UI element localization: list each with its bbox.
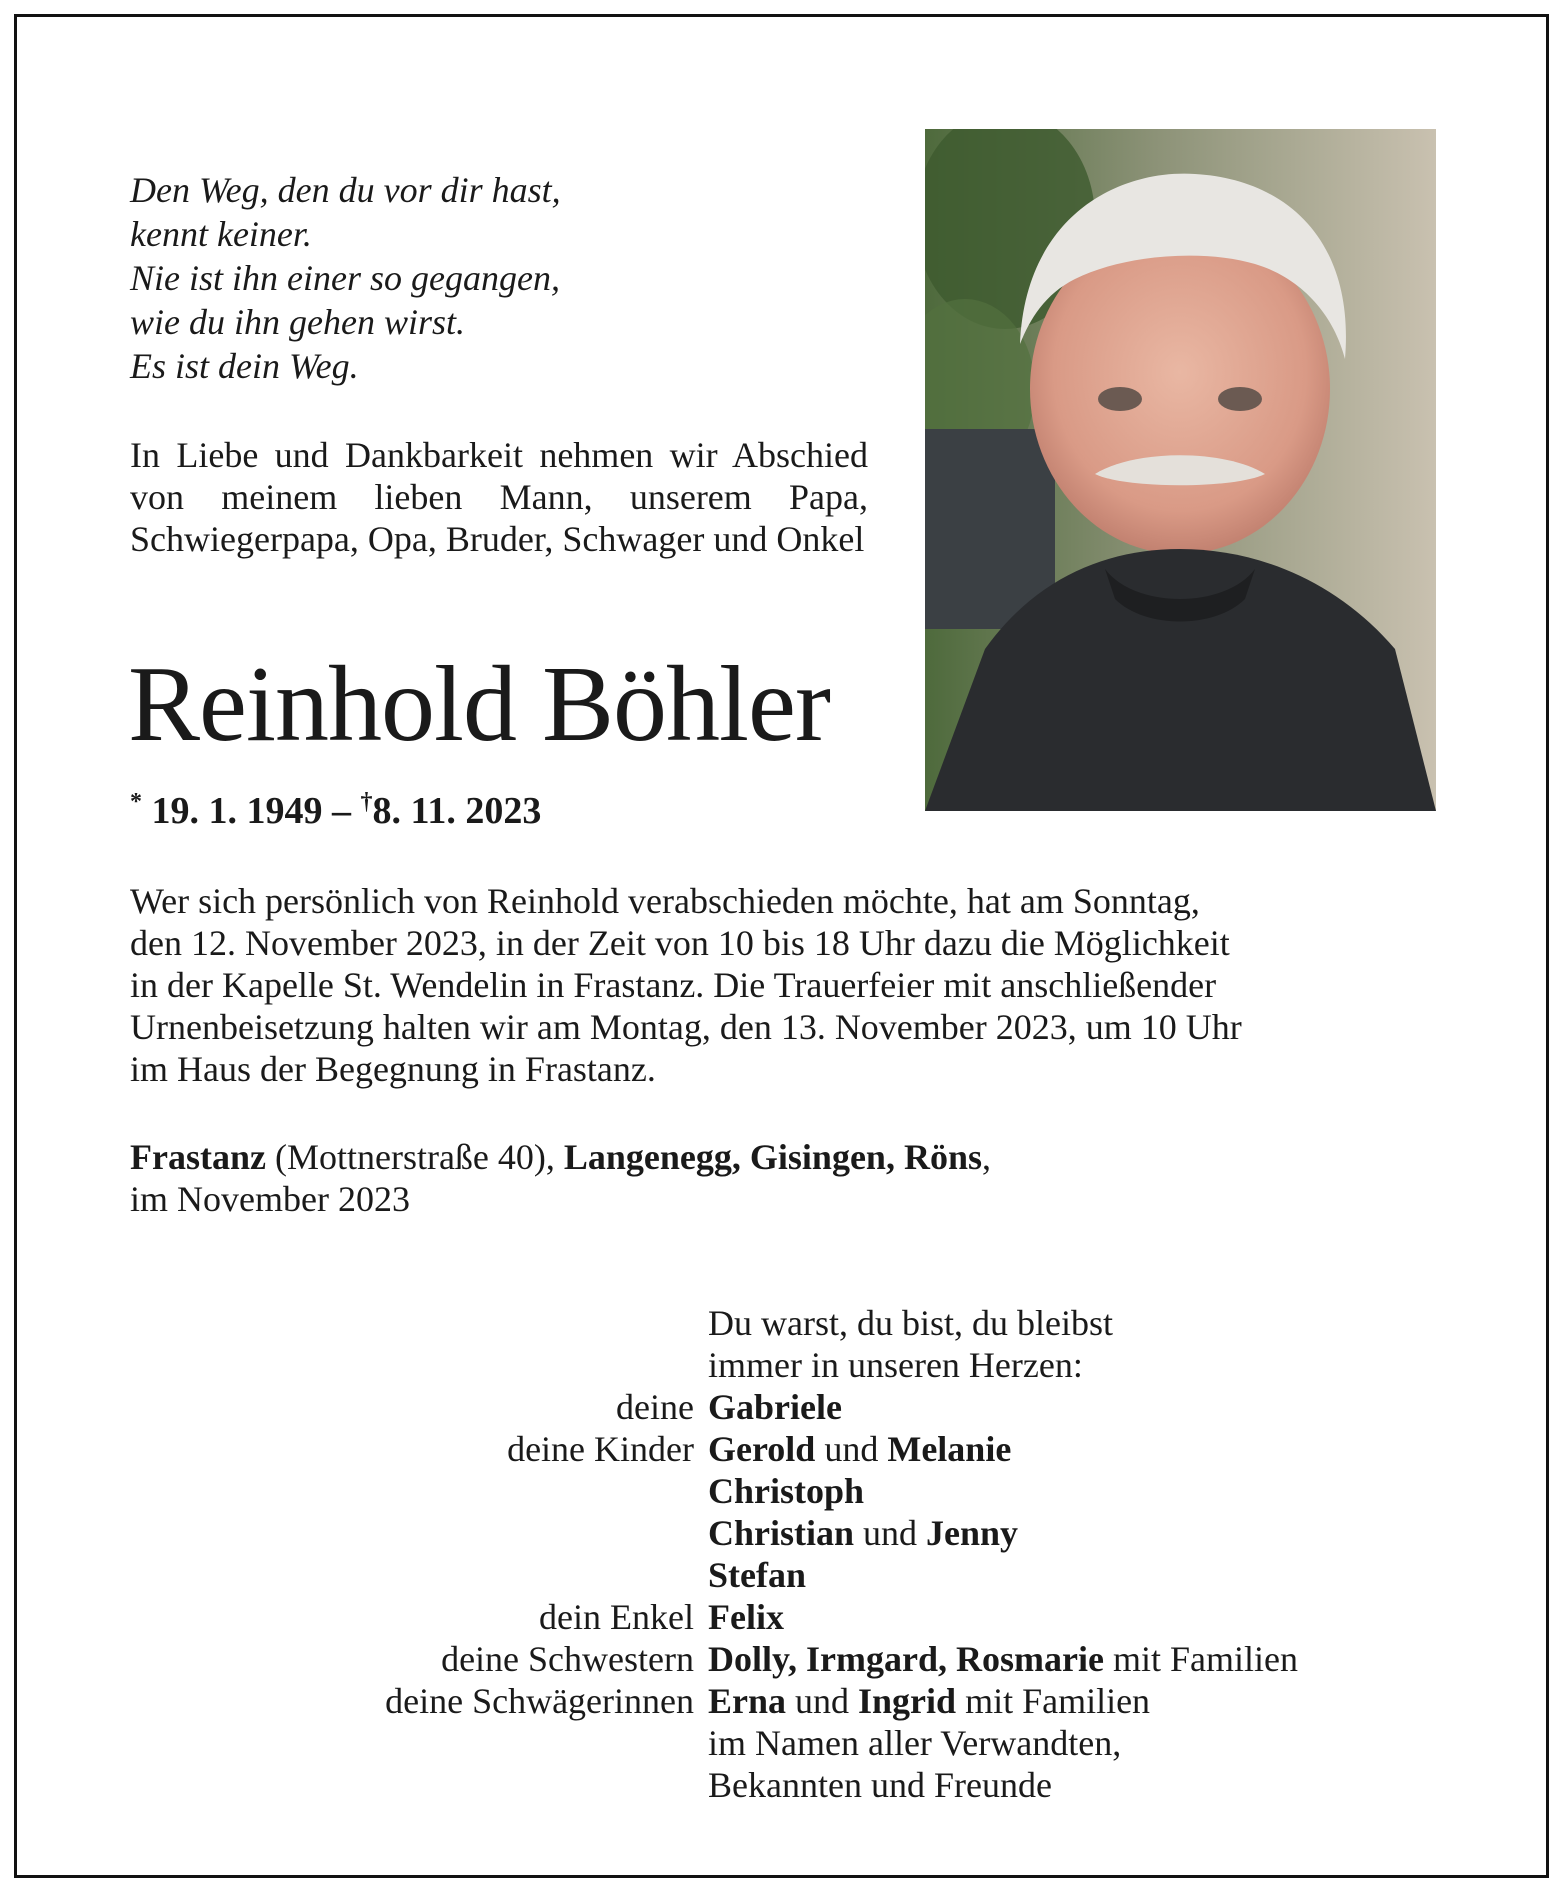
mourner-row: [130, 1596, 1437, 1638]
poem-line: wie du ihn gehen wirst.: [130, 302, 465, 342]
mourner-suffix: mit Familien: [1103, 1639, 1298, 1679]
deceased-name: Reinhold Böhler: [128, 645, 830, 764]
poem-line: Den Weg, den du vor dir hast,: [130, 170, 561, 210]
town-name: Frastanz: [130, 1137, 266, 1177]
mourner-name: Gabriele: [708, 1387, 842, 1427]
poem-line: kennt keiner.: [130, 214, 312, 254]
poem: [130, 168, 561, 388]
address: (Mottnerstraße 40): [274, 1137, 546, 1177]
conjunction: und: [815, 1429, 888, 1469]
quote-line: Du warst, du bist, du bleibst: [708, 1303, 1113, 1343]
portrait-illustration: [925, 129, 1436, 811]
mourner-row: [130, 1554, 1437, 1596]
announcement-line: Urnenbeisetzung halten wir am Montag, den 13. November 2023, um 10 Uhr: [130, 1007, 1242, 1047]
birth-date: 19. 1. 1949: [151, 790, 323, 832]
mourner-name: Jenny: [926, 1513, 1019, 1553]
mourner-row: [130, 1638, 1437, 1680]
relation-label: deine Kinder: [507, 1429, 694, 1469]
mourner-row: [130, 1512, 1437, 1554]
date-line: im November 2023: [130, 1179, 410, 1219]
poem-line: Es ist dein Weg.: [130, 346, 359, 386]
relation-label: [130, 1470, 708, 1512]
relation-label: deine Schwestern: [441, 1639, 694, 1679]
mourner-name: Christian: [708, 1513, 855, 1553]
death-symbol: †: [360, 789, 373, 815]
announcement-line: im Haus der Begegnung in Frastanz.: [130, 1049, 656, 1089]
other-towns: Langenegg, Gisingen, Röns: [563, 1137, 982, 1177]
poem-line: Nie ist ihn einer so gegangen,: [130, 258, 560, 298]
mourner-name: Christoph: [708, 1471, 865, 1511]
mourner-name: Erna: [708, 1681, 787, 1721]
mourner-name: Felix: [708, 1597, 784, 1637]
mourner-row: [130, 1680, 1437, 1722]
relation-label: deine Schwägerinnen: [385, 1681, 694, 1721]
place-and-date: [130, 1136, 991, 1220]
conjunction: und: [786, 1681, 859, 1721]
mourner-row: [130, 1470, 1437, 1512]
mourner-name: Stefan: [708, 1555, 806, 1595]
life-dates: [130, 778, 541, 835]
mourner-name: Dolly, Irmgard, Rosmarie: [708, 1639, 1104, 1679]
death-date: 8. 11. 2023: [372, 790, 542, 832]
intro-text: In Liebe und Dankbarkeit nehmen wir Abschied von meinem lieben Mann, unserem Papa, Schwiegerpapa, Opa, Bruder, Schwager und Onkel: [130, 435, 868, 559]
announcement: [130, 880, 1437, 1090]
relation-label: deine: [616, 1387, 694, 1427]
quote-line: immer in unseren Herzen:: [708, 1345, 1083, 1385]
mourner-row: [130, 1386, 1437, 1428]
birth-symbol: *: [130, 789, 142, 815]
mourner-suffix: mit Familien: [956, 1681, 1151, 1721]
date-separator: –: [332, 790, 351, 832]
announcement-line: Wer sich persönlich von Reinhold verabschieden möchte, hat am Sonntag,: [130, 881, 1200, 921]
mourner-row: [130, 1428, 1437, 1470]
announcement-line: in der Kapelle St. Wendelin in Frastanz. Die Trauerfeier mit anschließender: [130, 965, 1217, 1005]
mourners-list: [130, 1302, 1437, 1806]
mourner-name: Melanie: [887, 1429, 1012, 1469]
announcement-line: den 12. November 2023, in der Zeit von 10 bis 18 Uhr dazu die Möglichkeit: [130, 923, 1230, 963]
comma: ,: [545, 1137, 555, 1177]
conjunction: und: [854, 1513, 927, 1553]
closing-line: im Namen aller Verwandten,: [708, 1723, 1122, 1763]
mourner-name: Gerold: [708, 1429, 816, 1469]
comma: ,: [981, 1137, 991, 1177]
mourner-name: Ingrid: [858, 1681, 957, 1721]
relation-label: [130, 1554, 708, 1596]
relation-label: dein Enkel: [539, 1597, 694, 1637]
relation-label: [130, 1512, 708, 1554]
portrait-photo: [925, 129, 1436, 811]
closing-line: Bekannten und Freunde: [708, 1765, 1052, 1805]
